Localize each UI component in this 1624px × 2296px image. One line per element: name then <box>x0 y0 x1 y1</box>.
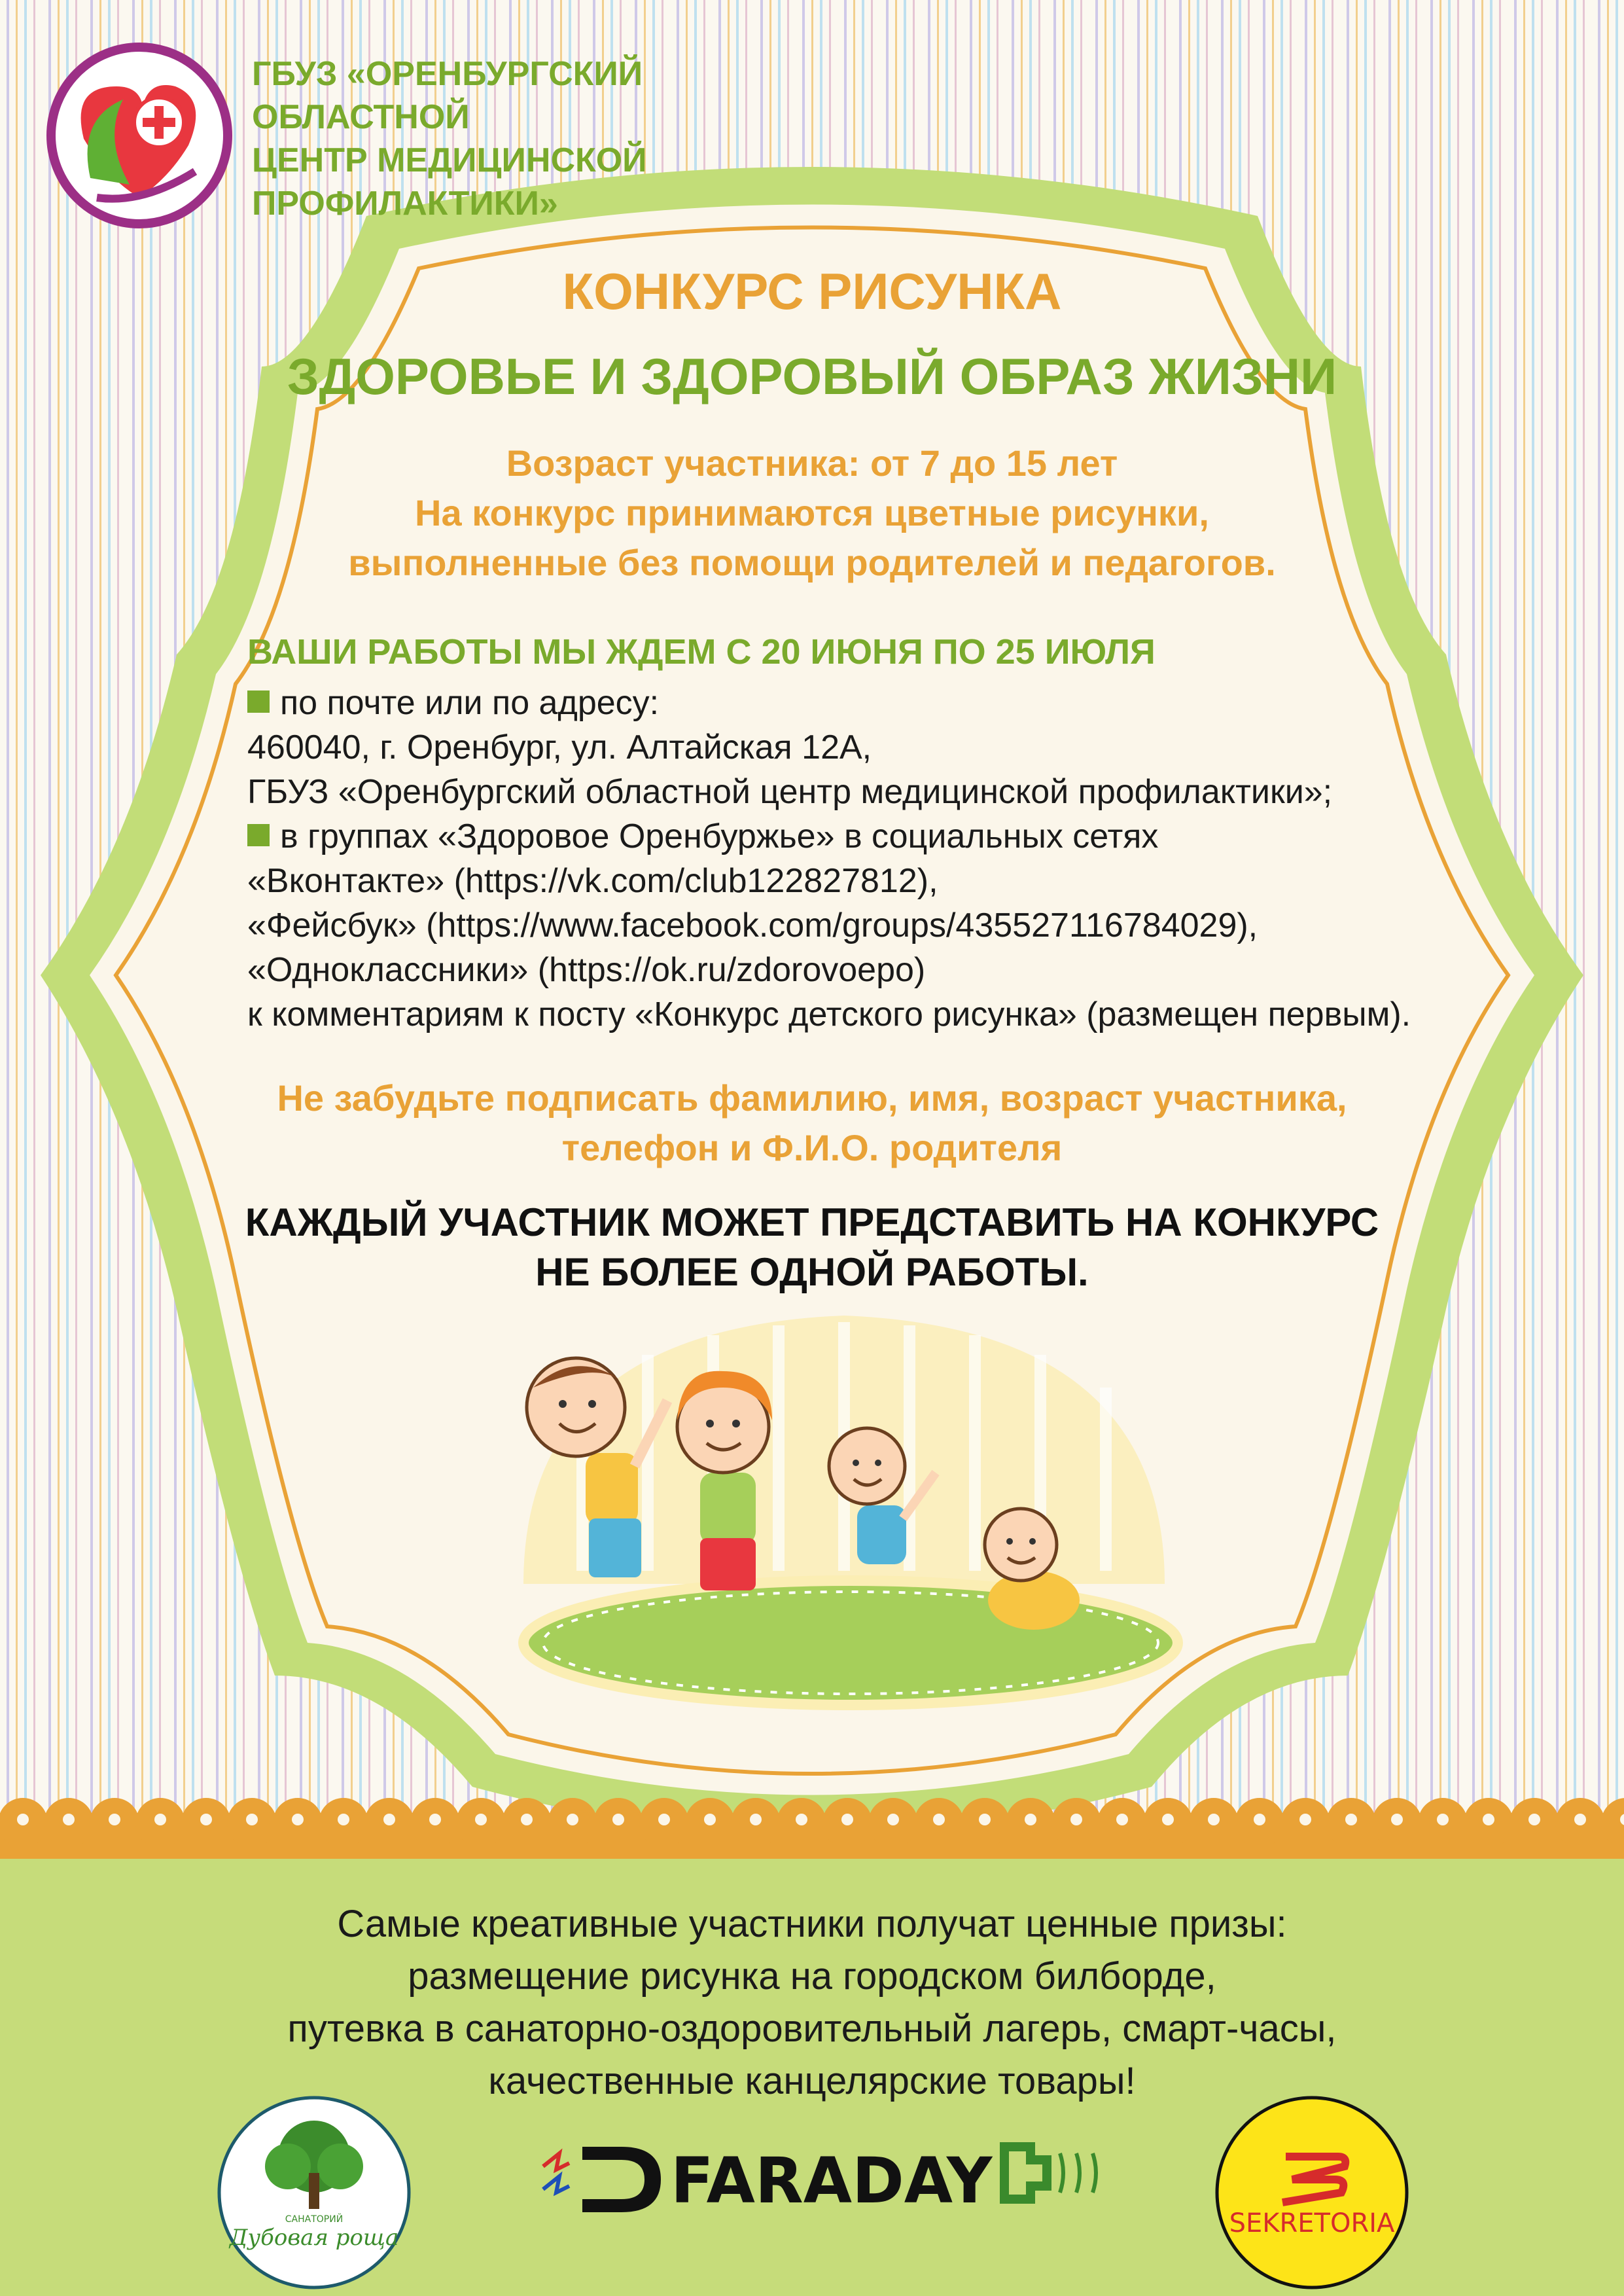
signature-reminder <box>0 1073 1624 1173</box>
prizes-line: качественные канцелярские товары! <box>488 2060 1136 2102</box>
submission-line-org: ГБУЗ «Оренбургский областной центр медицинской профилактики»; <box>247 773 1333 811</box>
contest-title: КОНКУРС РИСУНКА <box>562 262 1062 320</box>
rule-line: НЕ БОЛЕЕ ОДНОЙ РАБОТЫ. <box>535 1250 1089 1294</box>
sekretoria-logo <box>1214 2094 1410 2291</box>
submission-line-comments: к комментариям к посту «Конкурс детского рисунка» (размещен первым). <box>247 996 1411 1033</box>
sekretoria-wordmark: SEKRETORIA <box>1229 2208 1395 2238</box>
faraday-logo <box>523 2108 1112 2238</box>
reminder-line: телефон и Ф.И.О. родителя <box>561 1127 1063 1168</box>
deadline-heading: ВАШИ РАБОТЫ МЫ ЖДЕМ С 20 ИЮНЯ ПО 25 ИЮЛЯ <box>247 632 1156 672</box>
rule-line: КАЖДЫЙ УЧАСТНИК МОЖЕТ ПРЕДСТАВИТЬ НА КОНКУРС <box>245 1200 1379 1244</box>
org-name-line: ПРОФИЛАКТИКИ» <box>252 185 558 223</box>
submission-line-social: в группах «Здоровое Оренбуржье» в социальных сетях <box>247 814 1158 859</box>
organization-name <box>252 52 841 225</box>
reminder-line: Не забудьте подписать фамилию, имя, возраст участника, <box>277 1077 1347 1119</box>
submission-link-vk: «Вконтакте» (https://vk.com/club122827812), <box>247 862 938 900</box>
one-work-rule <box>0 1198 1624 1297</box>
scalloped-border <box>0 1787 1624 1872</box>
age-info <box>0 439 1624 588</box>
org-name-line: ГБУЗ «ОРЕНБУРГСКИЙ ОБЛАСТНОЙ <box>252 55 643 136</box>
submission-line-address: 460040, г. Оренбург, ул. Алтайская 12А, <box>247 728 872 766</box>
dubovaya-name: Дубовая роща <box>229 2225 399 2251</box>
bullet-icon <box>247 691 270 713</box>
org-name-line: ЦЕНТР МЕДИЦИНСКОЙ <box>252 141 647 179</box>
health-center-logo <box>44 41 234 230</box>
submission-link-ok: «Одноклассники» (https://ok.ru/zdorovoepo) <box>247 951 926 989</box>
dubovaya-roshcha-logo <box>216 2094 412 2291</box>
faraday-wordmark: FARADAY <box>671 2144 993 2217</box>
submission-line-mail: по почте или по адресу: <box>247 681 659 725</box>
kids-exercise-illustration <box>484 1309 1204 1715</box>
prizes-text <box>0 1898 1624 2108</box>
contest-theme: ЗДОРОВЬЕ И ЗДОРОВЫЙ ОБРАЗ ЖИЗНИ <box>287 348 1337 405</box>
bullet-icon <box>247 824 270 846</box>
prizes-line: Самые креативные участники получат ценные призы: <box>337 1903 1287 1945</box>
age-info-line: выполненные без помощи родителей и педагогов. <box>348 542 1276 583</box>
submission-link-facebook: «Фейсбук» (https://www.facebook.com/groups/435527116784029), <box>247 906 1258 944</box>
age-info-line: На конкурс принимаются цветные рисунки, <box>415 492 1209 533</box>
prizes-line: путевка в санаторно-оздоровительный лагерь, смарт-часы, <box>287 2007 1337 2050</box>
age-info-line: Возраст участника: от 7 до 15 лет <box>506 442 1118 484</box>
dubovaya-small-text: САНАТОРИЙ <box>285 2214 344 2225</box>
prizes-line: размещение рисунка на городском билборде, <box>408 1955 1216 1998</box>
